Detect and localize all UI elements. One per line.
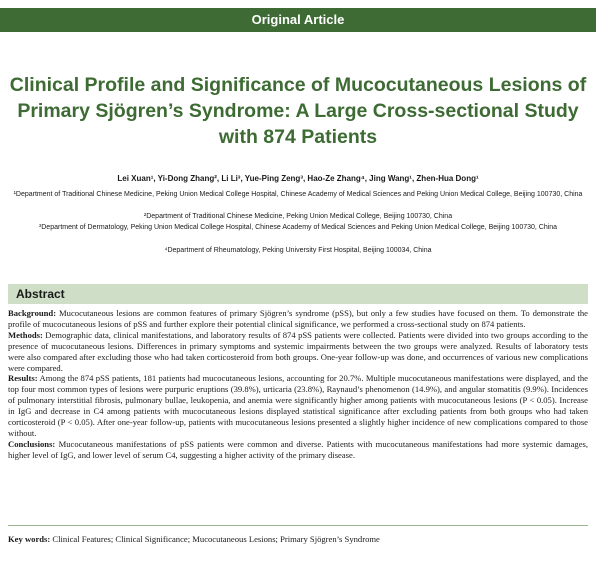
conclusions-label: Conclusions: [8,438,56,449]
affiliation-2: ²Department of Traditional Chinese Medicine, Peking Union Medical College, Beijing 100730, China [143,213,453,220]
keywords-divider [8,525,588,526]
affiliation-4: ⁴Department of Rheumatology, Peking University First Hospital, Beijing 100034, China [164,247,432,254]
results-label: Results: [8,373,38,384]
background-label: Background: [8,308,57,318]
keywords-text: Clinical Features; Clinical Significance; Mucocutaneous Lesions; Primary Sjögren’s Syndrome [52,534,380,544]
affiliation-1: ¹Department of Traditional Chinese Medicine, Peking Union Medical College Hospital, Chinese Academy of Medical Sciences and Peking Union Medical College, Beijing 100730, China [13,191,583,198]
abstract-heading: Abstract [16,287,65,301]
conclusions-text: Mucocutaneous manifestations of pSS patients were common and diverse. Patients with mucocutaneous manifestations had more systemic damages, higher level of IgG, and lower level of serum C4, suggesting a higher activity of the primary disease. [8,438,588,460]
abstract-background [8,308,588,330]
abstract-heading-bar [8,284,588,304]
abstract-methods [8,330,588,374]
abstract-results [8,373,588,438]
article-type-banner [0,8,596,32]
article-type-label: Original Article [251,12,345,27]
keywords-label: Key words: [8,534,51,544]
abstract-body [8,308,588,461]
background-text: Mucocutaneous lesions are common features of primary Sjögren’s syndrome (pSS), but only a few studies have focused on them. To demonstrate the profile of mucocutaneous lesions of pSS and further explore their potential clinical significance, we performed a cross-sectional study on 874 patients. [8,308,588,329]
article-title: Clinical Profile and Significance of Mucocutaneous Lesions of Primary Sjögren’s Syndrome: A Large Cross-sectional Study with 874 Patients [9,74,587,148]
results-text: Among the 874 pSS patients, 181 patients had mucocutaneous lesions, accounting for 20.7%. Multiple mucocutaneous manifestations were displayed, and the top four most common types of lesions were purpuric eruptions (39.8%), urticaria (23.8%), Raynaud’s phenomenon (14.9%), and angular stomatitis (9.9%). Incidences of pulmonary interstitial fibrosis, pulmonary bullae, leukopenia, and anemia were significantly higher among patients with mucocutaneous lesions (P < 0.05). Increase in IgG and decrease in C4 among patients with mucocutaneous lesions displayed statistical significance after excluding patients from both groups who had taken corticosteroid (P < 0.05). After one-year follow-up, patients with mucocutaneous lesions presented a slightly higher incidence of new complications compared to those without. [8,373,588,438]
abstract-conclusions [8,439,588,461]
author-list: Lei Xuan¹, Yi-Dong Zhang², Li Li³, Yue-Ping Zeng³, Hao-Ze Zhang⁴, Jing Wang¹, Zhen-Hua Dong¹ [117,174,479,183]
methods-label: Methods: [8,329,43,340]
methods-text: Demographic data, clinical manifestations, and laboratory results of 874 pSS patients were collected. Patients were divided into two groups according to the presence of mucocutaneous lesions. Differences in primary symptoms and systemic impairments between the two groups were analyzed. Results of laboratory tests were also compared after excluding those who had taken corticosteroid from both groups. One-year follow-up was done, and occurrences of various new complications were compared. [8,329,588,373]
affiliation-3: ³Department of Dermatology, Peking Union Medical College Hospital, Chinese Academy of Medical Sciences and Peking Union Medical College, Beijing 100730, China [38,224,558,231]
keywords-line [8,534,588,544]
